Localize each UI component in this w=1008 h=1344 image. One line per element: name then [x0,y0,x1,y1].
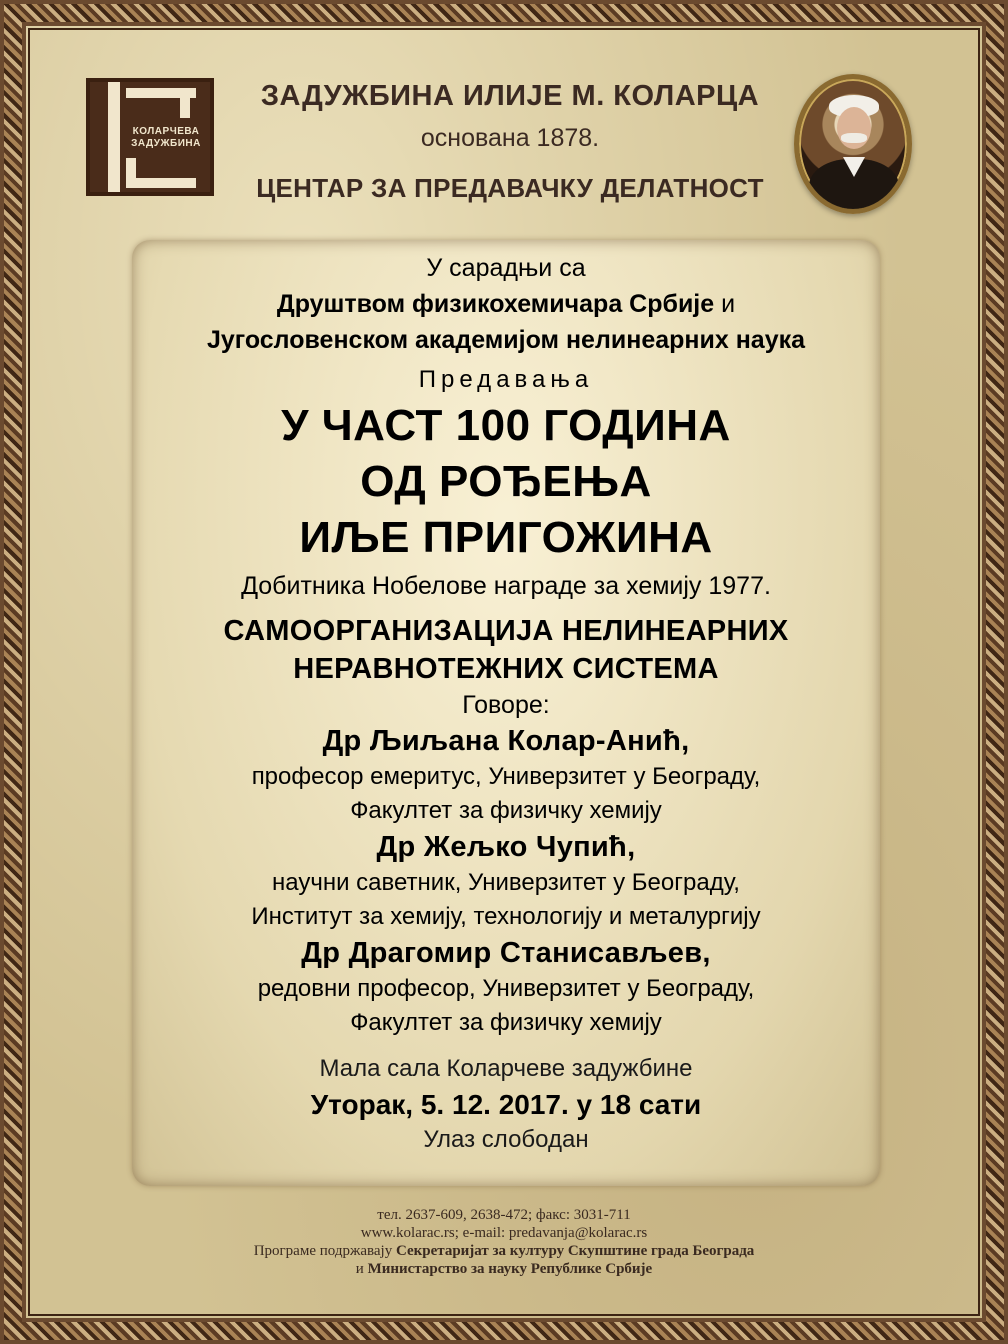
event-datetime: Уторак, 5. 12. 2017. у 18 сати [310,1089,702,1120]
speaker-affiliation-1: редовни професор, Универзитет у Београду, [257,975,755,1002]
speaker-affiliation-1: научни саветник, Универзитет у Београду, [272,869,740,896]
kolarac-logo [86,78,214,196]
venue: Мала сала Коларчеве задужбине [319,1055,693,1082]
logo-text [126,126,206,150]
topic-line2: НЕРАВНОТЕЖНИХ СИСТЕМА [293,653,719,685]
speaker-affiliation-2: Факултет за физичку хемију [350,1009,662,1036]
footer-support-secretariat: Секретаријат за културу Скупштине града Београда [395,1243,755,1259]
announcement-content [132,250,880,1156]
speaker-name: Др Љиљана Колар-Анић, [322,725,690,757]
lecture-label: Предавања [418,366,594,393]
footer-support-line2 [150,1260,858,1278]
speaker-block [132,722,880,828]
speaker-block [132,934,880,1040]
footer [150,1206,858,1278]
title-line3: ИЉЕ ПРИГОЖИНА [299,513,713,562]
cooperation-conjunction: и [721,290,736,318]
cooperation-partner1: Друштвом физикохемичара Србије [276,290,715,318]
nobel-note: Добитника Нобелове награде за хемију 1977. [241,572,771,600]
footer-support-line1 [150,1242,858,1260]
footer-support-ministry: Министарство за науку Републике Србије [367,1261,653,1277]
logo-text-line1: КОЛАРЧЕВА [132,126,200,137]
speaker-affiliation-2: Институт за хемију, технологију и металургију [251,903,761,930]
title-line2: ОД РОЂЕЊА [360,457,652,506]
cooperation-partner1-line [132,286,880,322]
portrait-mustache [841,133,867,143]
footer-web: www.kolarac.rs; e-mail: predavanja@kolarac.rs [360,1225,648,1241]
speaker-block [132,828,880,934]
title-line1: У ЧАСТ 100 ГОДИНА [281,401,731,450]
cooperation-intro: У сарадњи са [426,254,586,282]
header [230,76,790,208]
founded-year: основана 1878. [420,124,600,152]
speaker-affiliation-1: професор емеритус, Универзитет у Београду, [251,763,761,790]
founder-portrait [794,74,912,214]
speaker-name: Др Жељко Чупић, [376,831,636,863]
speaker-affiliation-2: Факултет за физичку хемију [350,797,662,824]
footer-contacts: тел. 2637-609, 2638-472; факс: 3031-711 [377,1207,631,1223]
speakers-label: Говоре: [462,691,550,719]
entry-note: Улаз слободан [423,1126,589,1153]
footer-support-prefix: Програме подржавају [253,1243,393,1259]
lecture-center: ЦЕНТАР ЗА ПРЕДАВАЧКУ ДЕЛАТНОСТ [256,173,764,203]
topic-line1: САМООРГАНИЗАЦИЈА НЕЛИНЕАРНИХ [223,615,789,647]
footer-support-conj: и [355,1261,364,1277]
cooperation-partner2: Југословенском академијом нелинеарних наука [206,326,806,354]
organization-name: ЗАДУЖБИНА ИЛИЈЕ М. КОЛАРЦА [260,80,760,112]
logo-text-line2: ЗАДУЖБИНА [131,138,201,149]
speaker-name: Др Драгомир Станисављев, [301,937,711,969]
